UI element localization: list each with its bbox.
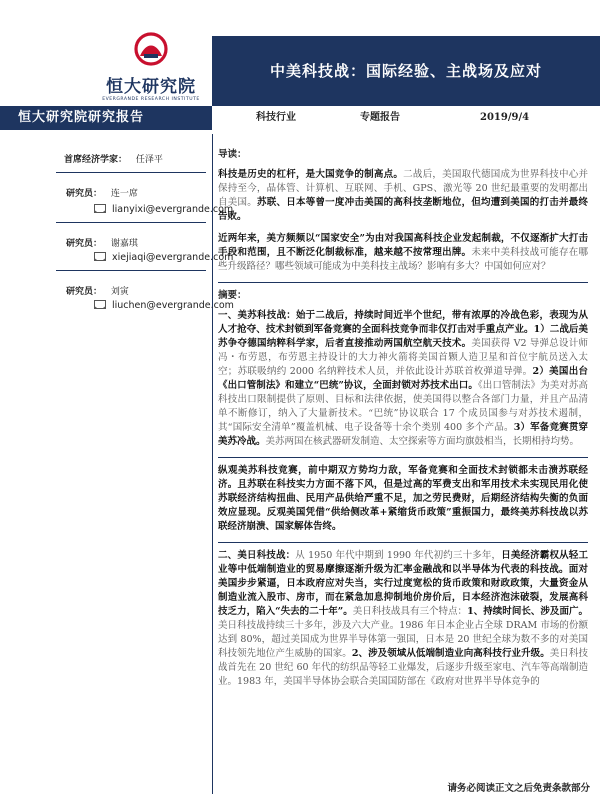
text-run: 2）美国出台《出口管制法》和建立“巴统”协议，全面封锁对苏技术出口。	[218, 366, 588, 391]
report-industry: 科技行业	[256, 112, 296, 123]
text-run: 纵观美苏科技竞赛，前中期双方势均力敌，军备竞赛和全面技术封锁都未击溃苏联经济。且苏联在科技实力方面不落下风，但是过高的军费支出和军用技术未实现民用化使苏联经济结构扭曲、民用产品供给严重不足，加之劳民费财，后期经济结构失衡的负面效应显现。反观美国凭借“供给侧改革+紧缩货币政策”重振国力，最终美苏科技战以苏联经济崩溃、国家解体告终。	[218, 465, 588, 532]
divider	[218, 457, 588, 458]
researcher-1-row	[66, 186, 138, 199]
text-run: 美日科技战持续三十多年，涉及六大产业。1986 年日本企业占全球 DRAM 市场的份额达到 80%，超过美国成为世界半导体第一强国，日本是 20 世纪全球为数不多的对美国科技领先地位产生威胁的国家。	[218, 620, 588, 659]
logo-name-cn: 恒大研究院	[106, 77, 196, 97]
researcher-1-email-row	[94, 204, 233, 215]
divider	[56, 222, 206, 223]
report-meta	[212, 106, 600, 130]
report-title: 中美科技战：国际经验、主战场及应对	[212, 36, 600, 106]
text-run: 2、涉及领域从低端制造业向高科技行业升级。	[351, 648, 550, 659]
text-run: 二、美日科技战：	[218, 550, 296, 561]
divider	[218, 542, 588, 543]
summary-us-japan	[218, 549, 588, 689]
disclaimer-notice: 请务必阅读正文之后免责条款部分	[447, 783, 590, 794]
chief-name: 任泽平	[135, 155, 163, 165]
summary-us-ussr-conclusion	[218, 464, 588, 534]
summary-us-ussr	[218, 309, 588, 449]
mail-icon	[94, 252, 106, 261]
report-type: 专题报告	[360, 112, 400, 123]
researcher-label: 研究员：	[66, 239, 103, 249]
researcher-email[interactable]: xiejiaqi@evergrande.com	[112, 252, 234, 263]
text-run: 美国获得 V2 导弹总设计师冯・布劳恩，布劳恩主持设计的大力神火箭将美国首颗人造卫星和首位宇航员送入太空；苏联吸纳约 2000 名纳粹技术人员，并依此设计苏联首枚弹道导弹。	[218, 338, 588, 377]
divider	[56, 172, 206, 173]
logo	[96, 32, 206, 102]
chief-economist	[64, 152, 163, 165]
column-divider	[212, 134, 213, 794]
logo-name-en: EVERGRANDE RESEARCH INSTITUTE	[102, 97, 200, 102]
text-run: 日美经济霸权从轻工业等中低端制造业的贸易摩擦逐渐升级为汇率金融战和以半导体为代表的科技战。面对美国步步紧逼，日本政府应对失当，实行过度宽松的货币政策和财政政策，大量资金从制造业流入股市、房市，而在紧急加息抑制地价房价后，日本经济泡沫破裂，发展高科技乏力，陷入“失去的二十年”。	[218, 550, 588, 617]
text-run: 美苏两国在核武器研发制造、太空探索等方面均旗鼓相当，长期相持均势。	[265, 436, 580, 447]
researcher-name: 连一席	[110, 189, 138, 199]
intro-paragraph-1	[218, 168, 588, 224]
intro-heading: 导读：	[218, 149, 247, 160]
researcher-label: 研究员：	[66, 189, 103, 199]
text-run: 二战后，美国取代德国成为世界科技中心并保持至今，晶体管、计算机、互联网、手机、GPS、激光等 20 世纪最重要的发明都出自美国。	[218, 169, 588, 208]
logo-mark-icon	[134, 32, 168, 66]
text-run: 美日科技战具有三个特点：	[352, 606, 468, 617]
summary-heading: 摘要：	[218, 290, 247, 301]
text-run: 从 1950 年代中期到 1990 年代初约三十多年，	[295, 550, 502, 561]
text-run: 《出口管制法》为美对苏高科技出口限制提供了原则、目标和法律依据，使美国得以整合各部门力量，并且产品清单不断修订，纳入了大量新技术。“巴统”协议联合 17 个成员国参与对苏技术遏制，其“国际安全清单”覆盖机械、电子设备等十余个类别 400 多个产品。	[218, 380, 588, 433]
researcher-name: 谢嘉琪	[110, 239, 138, 249]
researcher-2-row	[66, 236, 138, 249]
report-series: 恒大研究院研究报告	[0, 106, 212, 130]
text-run: 美日科技战首先在 20 世纪 60 年代的纺织品等轻工业爆发，后逐步升级至家电、汽车等高端制造业。1983 年，美国半导体协会联合美国国防部在《政府对世界半导体竞争的	[218, 648, 588, 687]
chief-label: 首席经济学家：	[64, 155, 128, 165]
mail-icon	[94, 300, 106, 309]
mail-icon	[94, 204, 106, 213]
report-date: 2019/9/4	[480, 112, 530, 123]
researcher-2-email-row	[94, 252, 233, 263]
researcher-email[interactable]: liuchen@evergrande.com	[112, 300, 234, 311]
text-run: 近两年来，美方频频以“国家安全”为由对我国高科技企业发起制裁，不仅逐渐扩大打击手段和范围，且不断泛化制裁标准，越来越不按常理出牌。	[218, 233, 588, 258]
researcher-label: 研究员：	[66, 287, 103, 297]
divider	[218, 282, 588, 283]
researcher-3-email-row	[94, 300, 234, 311]
text-run: 科技是历史的杠杆，是大国竞争的制高点。	[218, 169, 404, 180]
text-run: 1、持续时间长、涉及面广。	[467, 606, 588, 617]
text-run: 苏联、日本等曾一度冲击美国的高科技垄断地位，但均遭到美国的打击并最终告败。	[218, 197, 588, 222]
text-run: 3）军备竞赛贯穿美苏冷战。	[218, 422, 588, 447]
researcher-email[interactable]: lianyixi@evergrande.com	[112, 204, 234, 215]
researcher-name: 刘寅	[110, 287, 129, 297]
intro-paragraph-2	[218, 232, 588, 274]
report-body	[218, 148, 588, 697]
text-run: 一、美苏科技战：始于二战后，持续时间近半个世纪，带有浓厚的冷战色彩，表现为从人才抢夺、技术封锁到军备竞赛的全面科技竞争而非仅打击对手重点产业。1）二战后美苏争夺德国纳粹科学家，后者直接推动两国航空航天技术。	[218, 310, 588, 349]
text-run: 未来中美科技战可能存在哪些升级路径？哪些领域可能成为中美科技主战场？影响有多大？中国如何应对？	[218, 247, 588, 272]
researcher-3-row	[66, 284, 129, 297]
divider	[56, 270, 206, 271]
